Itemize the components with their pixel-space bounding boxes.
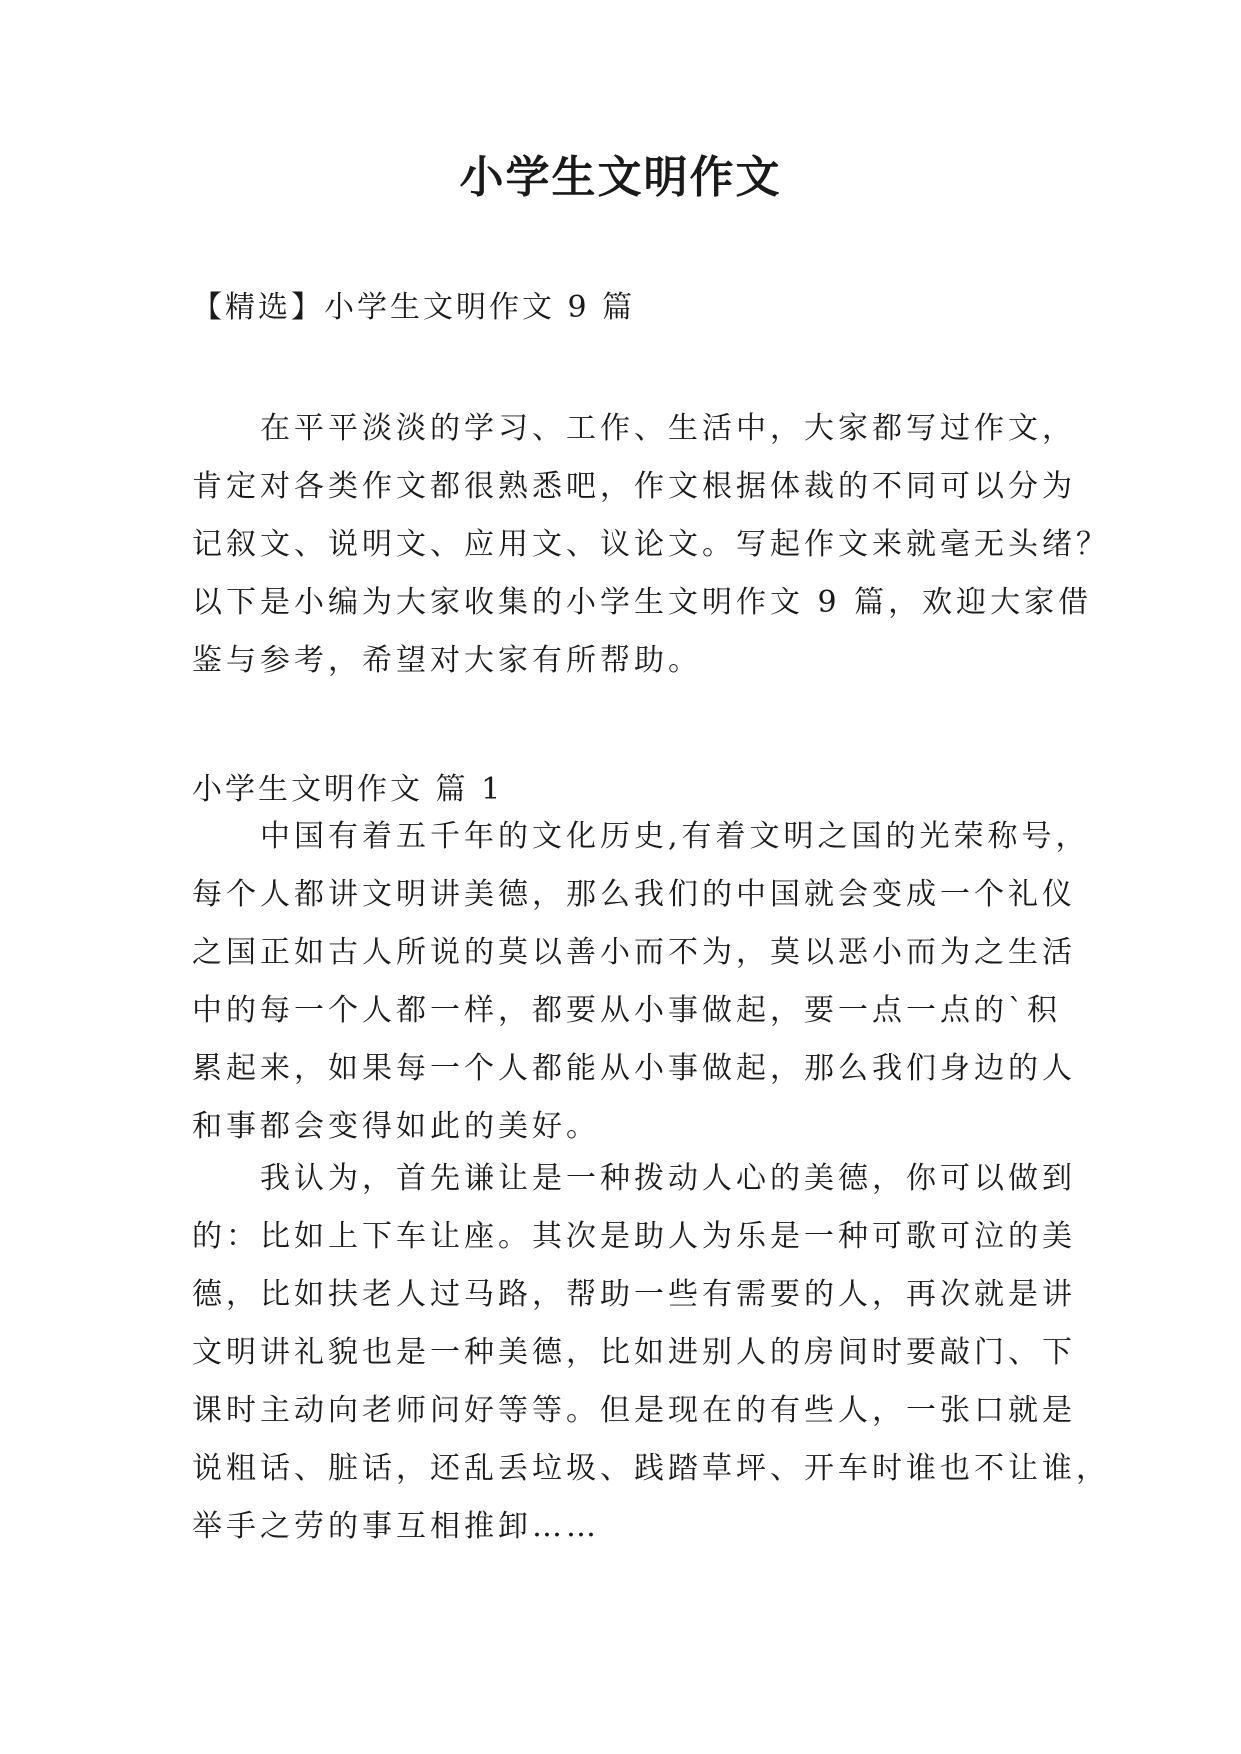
intro-line: 鉴与参考，希望对大家有所帮助。 — [192, 643, 702, 678]
paragraph-line: 德，比如扶老人过马路，帮助一些有需要的人，再次就是讲 — [192, 1277, 1076, 1312]
intro-line: 在平平淡淡的学习、工作、生活中，大家都写过作文， — [260, 411, 1076, 446]
paragraph-line: 说粗话、脏话，还乱丢垃圾、践踏草坪、开车时谁也不让谁， — [192, 1451, 1110, 1486]
intro-line: 记叙文、说明文、应用文、议论文。写起作文来就毫无头绪？ — [192, 527, 1110, 562]
paragraph-line: 每个人都讲文明讲美德，那么我们的中国就会变成一个礼仪 — [192, 877, 1076, 912]
body-paragraph-2 — [192, 1150, 1110, 1556]
paragraph-line: 课时主动向老师问好等等。但是现在的有些人，一张口就是 — [192, 1393, 1076, 1428]
intro-paragraph — [192, 400, 1110, 690]
intro-line: 以下是小编为大家收集的小学生文明作文 9 篇，欢迎大家借 — [192, 585, 1093, 620]
paragraph-line: 举手之劳的事互相推卸…… — [192, 1509, 600, 1544]
intro-line: 肯定对各类作文都很熟悉吧，作文根据体裁的不同可以分为 — [192, 469, 1076, 504]
body-paragraph-1 — [192, 808, 1090, 1156]
paragraph-line: 累起来，如果每一个人都能从小事做起，那么我们身边的人 — [192, 1051, 1076, 1086]
section-heading: 小学生文明作文 篇 1 — [192, 772, 504, 807]
paragraph-line: 中的每一个人都一样，都要从小事做起，要一点一点的`积 — [192, 993, 1061, 1028]
paragraph-line: 文明讲礼貌也是一种美德，比如进别人的房间时要敲门、下 — [192, 1335, 1076, 1370]
paragraph-line: 我认为，首先谦让是一种拨动人心的美德，你可以做到 — [260, 1161, 1076, 1196]
document-subtitle: 【精选】小学生文明作文 9 篇 — [192, 290, 636, 325]
paragraph-line: 和事都会变得如此的美好。 — [192, 1109, 600, 1144]
paragraph-line: 之国正如古人所说的莫以善小而不为，莫以恶小而为之生活 — [192, 935, 1076, 970]
paragraph-line: 中国有着五千年的文化历史,有着文明之国的光荣称号， — [260, 819, 1090, 854]
paragraph-line: 的：比如上下车让座。其次是助人为乐是一种可歌可泣的美 — [192, 1219, 1076, 1254]
page-title: 小学生文明作文 — [459, 152, 782, 203]
